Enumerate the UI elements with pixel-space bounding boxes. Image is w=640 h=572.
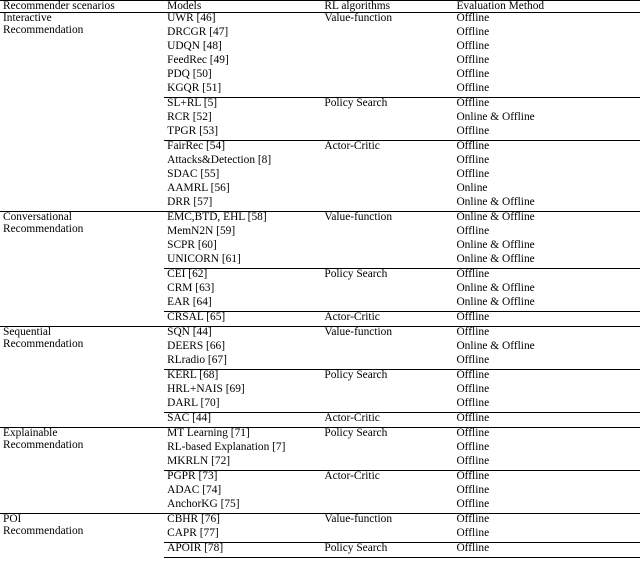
evaluation-method: Offline [453,413,640,428]
table-row [0,428,640,443]
evaluation-method: Offline [456,225,490,238]
model-name: DRR [57] [167,196,213,209]
model-name: SL+RL [5] [164,98,321,113]
model-name: MKRLN [72] [167,455,231,468]
model-name: TPGR [53] [167,125,219,138]
algorithm-group-value-function: Value-function [321,327,453,370]
evaluation-method: Offline [453,327,640,342]
scenario-line-1: Explainable [3,427,58,440]
evaluation-method: Offline [453,370,640,385]
evaluation-method: Offline [456,40,490,53]
column-header-models: Models [164,1,321,13]
algorithm-group-value-function: Value-function [321,514,453,543]
evaluation-method: Offline [456,12,490,25]
model-name: CRSAL [65] [164,312,321,327]
model-name: DRCGR [47] [167,26,229,39]
model-name: EMC,BTD, EHL [58] [164,212,321,227]
model-name: DEERS [66] [167,340,226,353]
algorithm-group-policy-search: Policy Search [321,98,453,141]
evaluation-method: Offline [456,26,490,39]
model-name: CAPR [77] [167,527,219,540]
algorithm-group-actor-critic: Actor-Critic [321,141,453,212]
model-name: CBHR [76] [164,514,321,529]
evaluation-method: Online & Offline [456,340,535,353]
scenario-line-2: Recommendation [3,438,84,451]
evaluation-method: Offline [453,514,640,529]
scenario-line-2: Recommendation [3,222,84,235]
scenario-line-1: POI [3,513,22,526]
model-name: CEI [62] [164,269,321,284]
model-name: RCR [52] [167,111,212,124]
table-row [0,514,640,529]
evaluation-method: Online & Offline [456,253,535,266]
scenario-line-1: Conversational [3,211,72,224]
scenario-line-1: Interactive [3,12,52,25]
model-name: FairRec [54] [164,141,321,156]
evaluation-method: Offline [453,428,640,443]
table-row [0,13,640,28]
evaluation-method: Offline [456,383,490,396]
scenario-explainable-recommendation [0,428,164,514]
table-row [0,327,640,342]
evaluation-method: Offline [453,141,640,156]
model-name: HRL+NAIS [69] [167,383,245,396]
model-name: APOIR [78] [164,543,321,558]
evaluation-method: Offline [456,455,490,468]
evaluation-method: Online & Offline [456,282,535,295]
evaluation-method: Offline [456,527,490,540]
model-name: DARL [70] [167,397,220,410]
scenario-interactive-recommendation [0,13,164,212]
evaluation-method: Online [456,182,488,195]
model-name: ADAC [74] [167,484,222,497]
evaluation-method: Offline [456,68,490,81]
algorithm-group-policy-search: Policy Search [321,269,453,312]
scenario-conversational-recommendation [0,212,164,327]
model-name: KGQR [51] [167,82,222,95]
model-name: UNICORN [61] [167,253,241,266]
model-name: AnchorKG [75] [167,498,240,511]
evaluation-method: Offline [456,154,490,167]
evaluation-method: Offline [456,125,490,138]
algorithm-group-policy-search: Policy Search [321,543,453,558]
scenario-poi-recommendation [0,514,164,558]
model-name: FeedRec [49] [167,54,229,67]
model-name: Attacks&Detection [8] [167,154,272,167]
evaluation-method: Online & Offline [456,296,535,309]
evaluation-method: Online & Offline [456,196,535,209]
evaluation-method: Offline [453,471,640,486]
evaluation-method: Offline [456,82,490,95]
model-name: KERL [68] [164,370,321,385]
evaluation-method: Offline [456,484,490,497]
evaluation-method: Offline [453,543,640,558]
model-name: RL-based Explanation [7] [167,441,286,454]
evaluation-method: Offline [456,354,490,367]
evaluation-method: Offline [456,498,490,511]
model-name: PDQ [50] [167,68,212,81]
model-name: CRM [63] [167,282,215,295]
model-name: MemN2N [59] [167,225,236,238]
model-name: PGPR [73] [164,471,321,486]
algorithm-group-value-function: Value-function [324,12,393,25]
scenario-line-2: Recommendation [3,524,84,537]
evaluation-method: Offline [456,397,490,410]
algorithm-group-actor-critic: Actor-Critic [321,312,453,327]
algorithm-group-policy-search: Policy Search [321,370,453,413]
scenario-line-2: Recommendation [3,337,84,350]
evaluation-method: Offline [453,269,640,284]
evaluation-method: Offline [453,98,640,113]
column-header-evaluation: Evaluation Method [453,1,640,13]
table-header-row [0,1,640,13]
table-row [0,212,640,227]
evaluation-method: Offline [453,312,640,327]
evaluation-method: Online & Offline [456,239,535,252]
evaluation-method: Offline [456,54,490,67]
scenario-line-2: Recommendation [3,23,84,36]
evaluation-method: Offline [456,441,490,454]
model-name: UWR [46] [167,12,216,25]
evaluation-method: Online & Offline [456,111,535,124]
model-name: SCPR [60] [167,239,217,252]
evaluation-method: Offline [456,168,490,181]
model-name: UDQN [48] [167,40,222,53]
model-name: SQN [44] [164,327,321,342]
evaluation-method: Online & Offline [453,212,640,227]
algorithm-group-actor-critic: Actor-Critic [321,413,453,428]
model-name: MT Learning [71] [164,428,321,443]
model-name: SAC [44] [164,413,321,428]
model-name: SDAC [55] [167,168,220,181]
algorithm-group-policy-search: Policy Search [321,428,453,471]
model-name: AAMRL [56] [167,182,230,195]
scenario-sequential-recommendation [0,327,164,428]
algorithm-group-actor-critic: Actor-Critic [321,471,453,514]
column-header-algorithms: RL algorithms [321,1,453,13]
model-name: RLradio [67] [167,354,227,367]
scenario-line-1: Sequential [3,326,52,339]
model-name: EAR [64] [167,296,212,309]
algorithm-group-value-function: Value-function [321,212,453,269]
column-header-scenarios: Recommender scenarios [0,1,164,13]
